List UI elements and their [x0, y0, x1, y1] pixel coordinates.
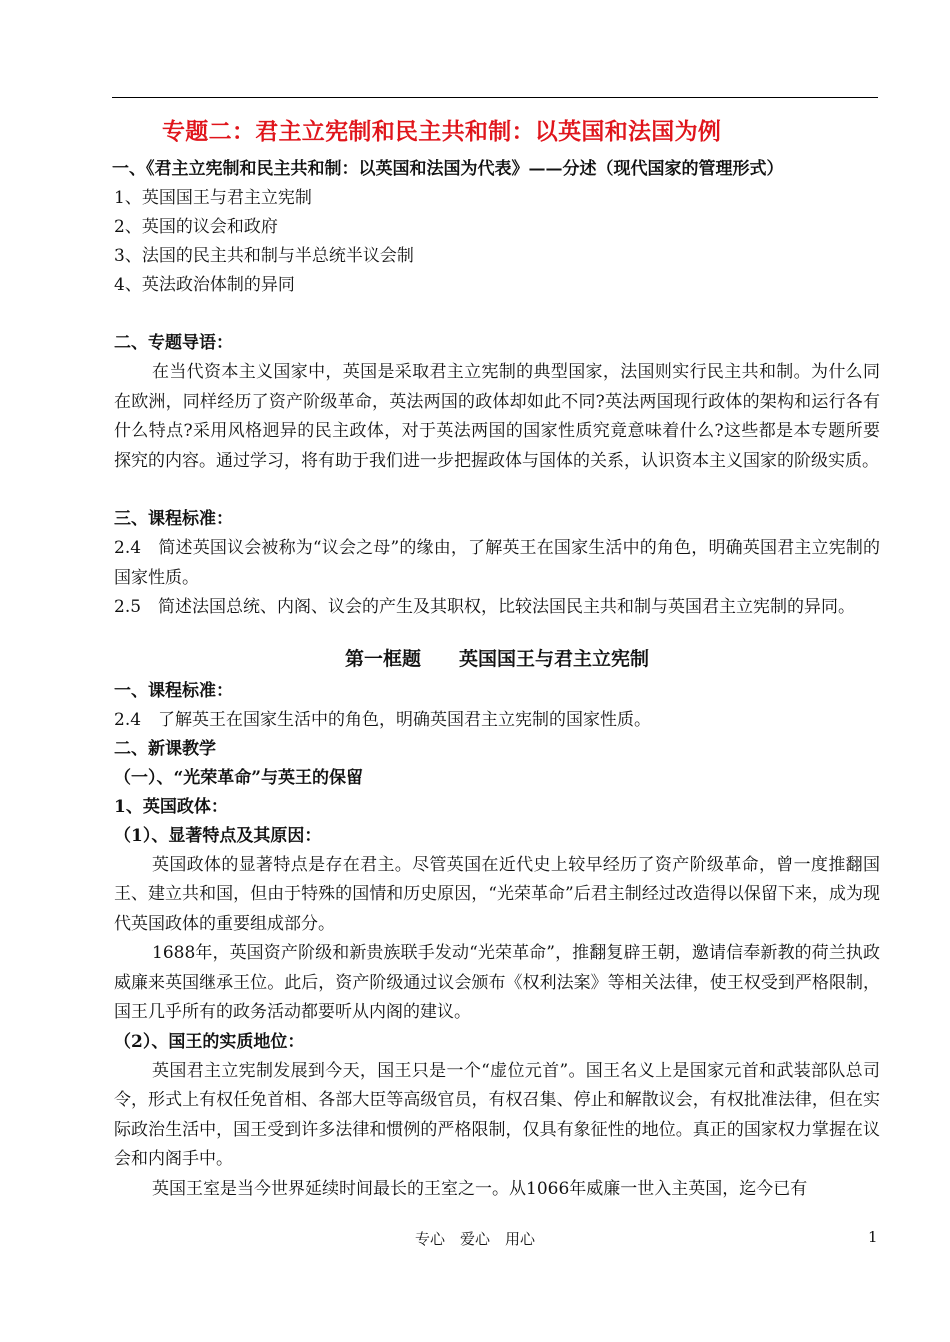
sub1-paragraph: 1688年，英国资产阶级和新贵族联手发动“光荣革命”，推翻复辟王朝，邀请信奉新教的荷兰执政威廉来英国继承王位。此后，资产阶级通过议会颁布《权利法案》等相关法律，使王权受到严格限制，国王几乎所有的政务活动都要听从内阁的建议。 — [114, 943, 880, 1022]
section1-item: 4、英法政治体制的异同 — [114, 275, 295, 295]
lesson-standard-heading: 一、课程标准： — [114, 680, 233, 701]
section3-heading: 三、课程标准： — [114, 509, 233, 529]
point1-heading: 1、英国政体： — [114, 796, 228, 817]
sub2-paragraph: 英国君主立宪制发展到今天，国王只是一个“虚位元首”。国王名义上是国家元首和武装部队总司令，形式上有权任免首相、各部大臣等高级官员，有权召集、停止和解散议会，有权批准法律，但在实际政治生活中，国王受到许多法律和惯例的严格限制，仅具有象征性的地位。真正的国家权力掌握在议会和内阁手中。 — [114, 1060, 880, 1169]
lesson-title: 第一框题 英国国王与君主立宪制 — [344, 647, 649, 670]
section2-paragraph: 在当代资本主义国家中，英国是采取君主立宪制的典型国家，法国则实行民主共和制。为什么同在欧洲，同样经历了资产阶级革命，英法两国的政体却如此不同?英法两国现行政体的架构和运行各有什么特点?采用风格迥异的民主政体，对于英法两国的国家性质究竟意味着什么?这些都是本专题所要探究的内容。通过学习，将有助于我们进一步把握政体与国体的关系，认识资本主义国家的阶级实质。 — [114, 362, 880, 471]
lesson-standard-text: 2.4 了解英王在国家生活中的角色，明确英国君主立宪制的国家性质。 — [114, 709, 652, 730]
section3-item: 2.5 简述法国总统、内阁、议会的产生及其职权，比较法国民主共和制与英国君主立宪制的异同。 — [114, 597, 856, 617]
document-title: 专题二：君主立宪制和民主共和制：以英国和法国为例 — [162, 118, 722, 145]
section1-heading: 一、《君主立宪制和民主共和制：以英国和法国为代表》——分述（现代国家的管理形式） — [112, 159, 784, 179]
header-rule — [112, 97, 878, 98]
sub2-paragraph: 英国王室是当今世界延续时间最长的王室之一。从1066年威廉一世入主英国，迄今已有 — [152, 1178, 808, 1199]
teaching-heading: 二、新课教学 — [114, 738, 216, 759]
document-body — [114, 112, 880, 1204]
section1-item: 3、法国的民主共和制与半总统半议会制 — [114, 246, 414, 266]
page-number: 1 — [868, 1228, 878, 1246]
section1-item: 1、英国国王与君主立宪制 — [114, 188, 312, 208]
part1-heading: （一）、“光荣革命”与英王的保留 — [114, 767, 364, 788]
section1-item: 2、英国的议会和政府 — [114, 217, 278, 237]
sub1-paragraph: 英国政体的显著特点是存在君主。尽管英国在近代史上较早经历了资产阶级革命，曾一度推翻国王、建立共和国，但由于特殊的国情和历史原因，“光荣革命”后君主制经过改造得以保留下来，成为现代英国政体的重要组成部分。 — [114, 854, 880, 934]
section2-heading: 二、专题导语： — [114, 333, 233, 353]
footer-motto: 专心 爱心 用心 — [414, 1230, 535, 1248]
sub2-heading: （2）、国王的实质地位： — [114, 1031, 305, 1052]
section3-item: 2.4 简述英国议会被称为“议会之母”的缘由，了解英王在国家生活中的角色，明确英国君主立宪制的国家性质。 — [114, 538, 880, 588]
sub1-heading: （1）、显著特点及其原因： — [114, 825, 322, 846]
